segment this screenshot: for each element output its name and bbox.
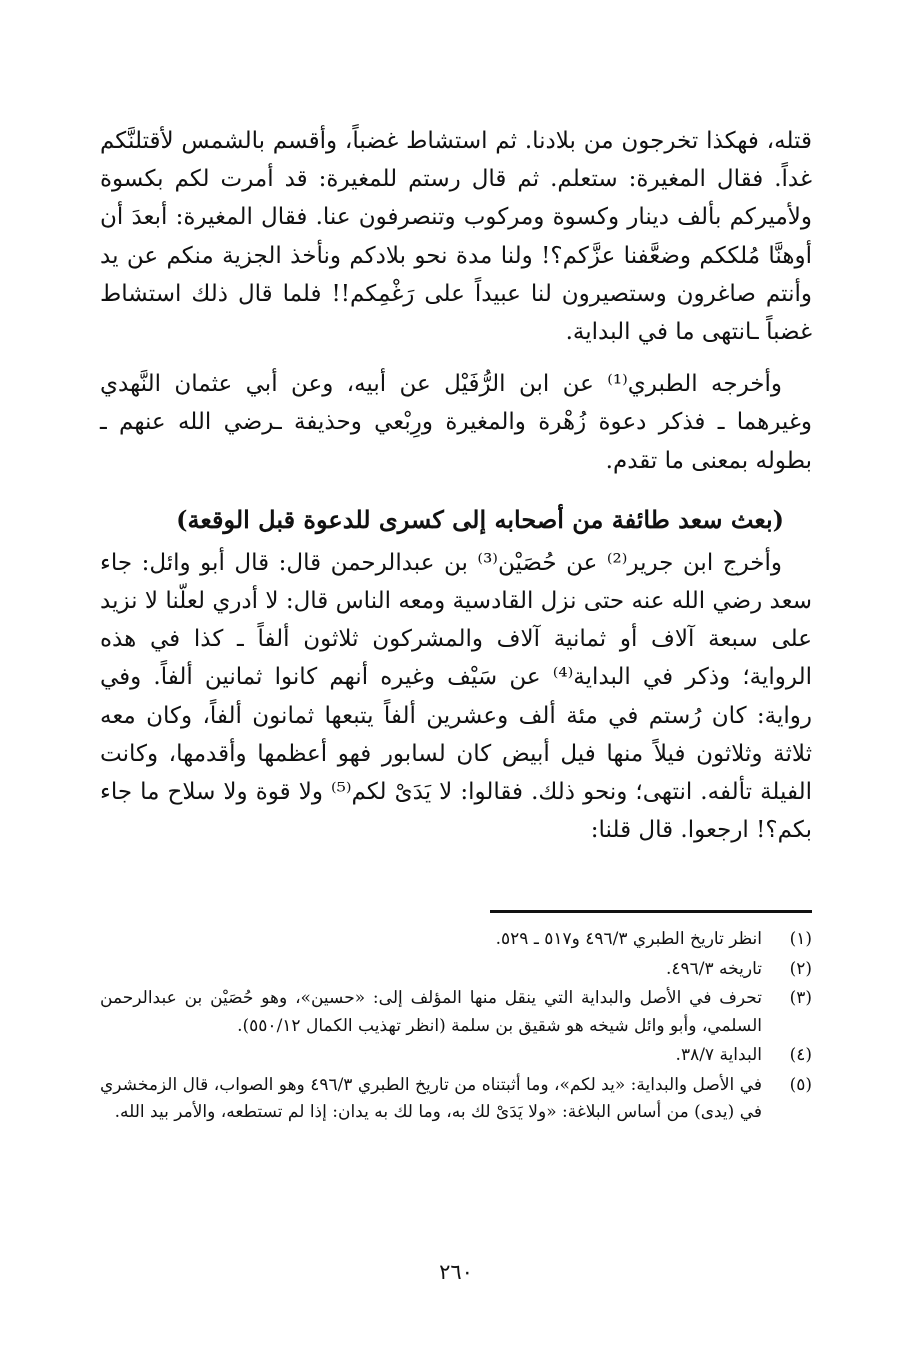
paragraph-2: وأخرجه الطبري⁽¹⁾ عن ابن الرُّفَيْل عن أبيه، وعن أبي عثمان النَّهدي وغيرهما ـ فذكر دعوة زُهْرة والمغيرة ورِبْعي وحذيفة ـرضي الله عنهم ـ بطوله بمعنى ما تقدم. — [100, 371, 812, 474]
footnote-text: تاريخه ٤٩٦/٣. — [665, 958, 762, 979]
footnote-number: (٤) — [789, 1045, 812, 1065]
footnote-text: البداية ٣٨/٧. — [675, 1045, 762, 1065]
footnote-number: (٥) — [789, 1074, 812, 1095]
paragraph-3: وأخرج ابن جرير⁽²⁾ عن حُصَيْن⁽³⁾ بن عبدالرحمن قال: قال أبو وائل: جاء سعد رضي الله عنه حتى نزل القادسية ومعه الناس قال: لا أدري لعلّنا لا نزيد على سبعة آلاف أو ثمانية آلاف والمشركون ثلاثون ألفاً ـ كذا في هذه الرواية؛ وذكر في البداية⁽⁴⁾ عن سَيْف وغيره أنهم كانوا ثمانين ألفاً. وفي رواية: كان رُستم في مئة ألف وعشرين ألفاً يتبعها ثمانون ألفاً، وكان معه ثلاثة وثلاثون فيلاً منها فيل أبيض كان لسابور فهو أعظمها وأقدمها، وكانت الفيلة تألفه. انتهى؛ ونحو ذلك. فقالوا: لا يَدَىْ لكم⁽⁵⁾ ولا قوة ولا سلاح ما جاء بكم؟! ارجعوا. قال قلنا: — [100, 549, 813, 844]
section-heading: (بعث سعد طائفة من أصحابه إلى كسرى للدعوة قبل الوقعة) — [176, 504, 784, 534]
page-number: ٢٦٠ — [439, 1260, 473, 1284]
footnote-number: (٣) — [789, 988, 812, 1008]
footnote — [100, 926, 812, 954]
footnotes — [100, 926, 812, 1129]
footnote-text: في الأصل والبداية: «يد لكم»، وما أثبتناه من تاريخ الطبري ٤٩٦/٣ وهو الصواب، قال الزمخشري في (يدى) من أساس البلاغة: «ولا يَدَىْ لك به، وما لك به يدان: إذا لم تستطعه، والأمر بيد الله. — [100, 1074, 762, 1122]
paragraph-1: قتله، فهكذا تخرجون من بلادنا. ثم استشاط غضباً، وأقسم بالشمس لأقتلنَّكم غداً. فقال المغيرة: ستعلم. ثم قال رستم للمغيرة: قد أمرت لكم بكسوة ولأميركم بألف دينار وكسوة ومركوب وتنصرفون عنا. فقال المغيرة: أبعدَ أن أوهنَّا مُلككم وضعَّفنا عزَّكم؟! ولنا مدة نحو بلادكم ونأخذ الجزية منكم عن يد وأنتم صاغرون وستصيرون لنا عبيداً على رَغْمِكم!! فلما قال ذلك استشاط غضباً ـانتهى ما في البداية. — [100, 128, 812, 346]
footnote-number: (٢) — [789, 958, 812, 979]
footnote-number: (١) — [789, 929, 812, 949]
footnote — [100, 956, 812, 984]
footnote — [100, 1042, 812, 1070]
footnote — [100, 1072, 812, 1127]
footnote-text: انظر تاريخ الطبري ٤٩٦/٣ و٥١٧ ـ ٥٢٩. — [495, 929, 762, 949]
footnote-separator — [490, 910, 812, 913]
footnote-text: تحرف في الأصل والبداية التي ينقل منها المؤلف إلى: «حسين»، وهو حُصَيْن بن عبدالرحمن السلمي، وأبو وائل شيخه هو شقيق بن سلمة (انظر تهذيب الكمال ٥٥٠/١٢). — [100, 988, 762, 1036]
footnote — [100, 985, 812, 1040]
main-text — [100, 122, 812, 849]
